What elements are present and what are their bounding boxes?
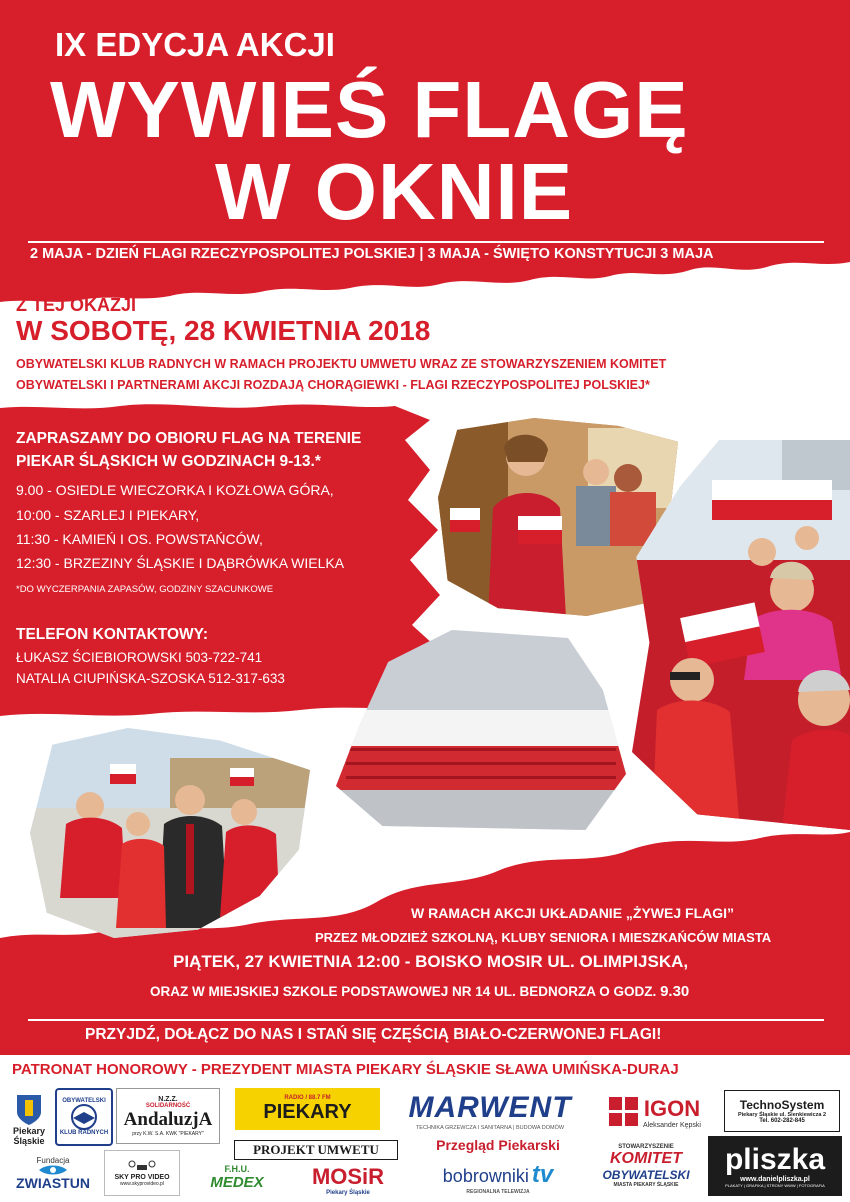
occasion-label: Z TEJ OKAZJI: [16, 295, 137, 315]
event-description-1: OBYWATELSKI KLUB RADNYCH W RAMACH PROJEKTU UMWETU WRAZ ZE STOWARZYSZENIEM KOMITET: [16, 357, 667, 371]
main-title-line1: WYWIEŚ FLAGĘ: [50, 65, 689, 154]
przeglad-piekarski-logo: Przegląd Piekarski: [436, 1137, 560, 1153]
mosir-logo: MOSiR Piekary Śląskie: [311, 1164, 385, 1196]
call-to-action: PRZYJDŹ, DOŁĄCZ DO NAS I STAŃ SIĘ CZĘŚCIĄ BIAŁO-CZERWONEJ FLAGI!: [85, 1026, 662, 1043]
sky-pro-video-logo: SKY PRO VIDEO www.skyprovideo.pl: [104, 1150, 180, 1196]
schedule-item: 9.00 - OSIEDLE WIECZORKA I KOZŁOWA GÓRA,: [16, 482, 334, 498]
living-flag-line-2: PRZEZ MŁODZIEŻ SZKOLNĄ, KLUBY SENIORA I MIESZKAŃCÓW MIASTA: [315, 930, 772, 945]
nzz-andaluzja-logo: N.Z.Z. SOLIDARNOŚĆ AndaluzjA przy K.W. S.A. KWK "PIEKARY": [116, 1088, 220, 1144]
contact-person-1: ŁUKASZ ŚCIEBIOROWSKI 503-722-741: [16, 650, 263, 665]
igon-squares-icon: [609, 1097, 639, 1127]
eye-icon: [38, 1165, 68, 1175]
event-date: W SOBOTĘ, 28 KWIETNIA 2018: [16, 315, 431, 346]
edition-label: IX EDYCJA AKCJI: [55, 26, 335, 63]
patron-line: PATRONAT HONOROWY - PREZYDENT MIASTA PIEKARY ŚLĄSKIE SŁAWA UMIŃSKA-DURAJ: [12, 1061, 679, 1078]
projekt-umwetu-logo: PROJEKT UMWETU: [234, 1140, 398, 1160]
schedule-footnote: *DO WYCZERPANIA ZAPASÓW, GODZINY SZACUNKOWE: [16, 584, 274, 595]
komitet-obywatelski-logo: STOWARZYSZENIE KOMITET OBYWATELSKI MIASTA PIEKARY ŚLĄSKIE: [602, 1144, 690, 1188]
obywatelski-klub-radnych-logo: OBYWATELSKI KLUB RADNYCH: [55, 1088, 113, 1146]
coat-of-arms-icon: [16, 1094, 42, 1126]
living-flag-school: ORAZ W MIEJSKIEJ SZKOLE PODSTAWOWEJ NR 14 UL. BEDNORZA O GODZ.: [150, 984, 657, 999]
radio-piekary-logo: RADIO / 88.7 FM PIEKARY: [235, 1088, 380, 1130]
event-description-2: OBYWATELSKI I PARTNERAMI AKCJI ROZDAJĄ CHORĄGIEWKI - FLAGI RZECZYPOSPOLITEJ POLSKIEJ*: [16, 378, 650, 392]
main-title-line2: W OKNIE: [215, 147, 574, 236]
bobrowniki-tv-logo: bobrowniki tv REGIONALNA TELEWIZJA: [442, 1161, 554, 1195]
schedule-item: 12:30 - BRZEZINY ŚLĄSKIE I DĄBRÓWKA WIELKA: [16, 555, 345, 571]
technosystem-logo: TechnoSystem Piekary Śląskie ul. Sienkiewicza 2 Tel. 602-282-845: [724, 1090, 840, 1132]
pliszka-logo: pliszka www.danielpliszka.pl PLAKATY | GRAFIKA | STRONY WWW | FOTOGRAFIA: [708, 1136, 842, 1196]
contact-title: TELEFON KONTAKTOWY:: [16, 626, 209, 643]
schedule-item: 11:30 - KAMIEŃ I OS. POWSTAŃCÓW,: [16, 531, 263, 547]
contact-person-2: NATALIA CIUPIŃSKA-SZOSKA 512-317-633: [16, 671, 285, 686]
marwent-logo: MARWENT TECHNIKA GRZEWCZA I SANITARNA | BUDOWA DOMÓW: [408, 1091, 572, 1131]
header-subtitle: 2 MAJA - DZIEŃ FLAGI RZECZYPOSPOLITEJ POLSKIEJ | 3 MAJA - ŚWIĘTO KONSTYTUCJI 3 MAJA: [30, 246, 714, 262]
piekary-coat-of-arms-logo: Piekary Śląskie: [10, 1086, 48, 1154]
living-flag-line-1: W RAMACH AKCJI UKŁADANIE „ŻYWEJ FLAGI”: [411, 905, 735, 921]
drone-icon: [128, 1160, 156, 1174]
fhu-medex-logo: F.H.U. MEDEX: [210, 1163, 264, 1191]
igon-logo: IGON Aleksander Kępski: [600, 1092, 710, 1132]
living-flag-line-4: [150, 983, 689, 1000]
living-flag-time: 9.30: [660, 983, 690, 1000]
fundacja-zwiastun-logo: Fundacja ZWIASTUN: [16, 1155, 90, 1191]
invite-line-1: ZAPRASZAMY DO OBIORU FLAG NA TERENIE: [16, 430, 362, 447]
eagle-icon: [67, 1104, 101, 1130]
schedule-item: 10:00 - SZARLEJ I PIEKARY,: [16, 507, 200, 523]
invite-line-2: PIEKAR ŚLĄSKICH W GODZINACH 9-13.*: [16, 453, 321, 470]
living-flag-date: PIĄTEK, 27 KWIETNIA 12:00 - BOISKO MOSIR UL. OLIMPIJSKA,: [173, 952, 689, 971]
